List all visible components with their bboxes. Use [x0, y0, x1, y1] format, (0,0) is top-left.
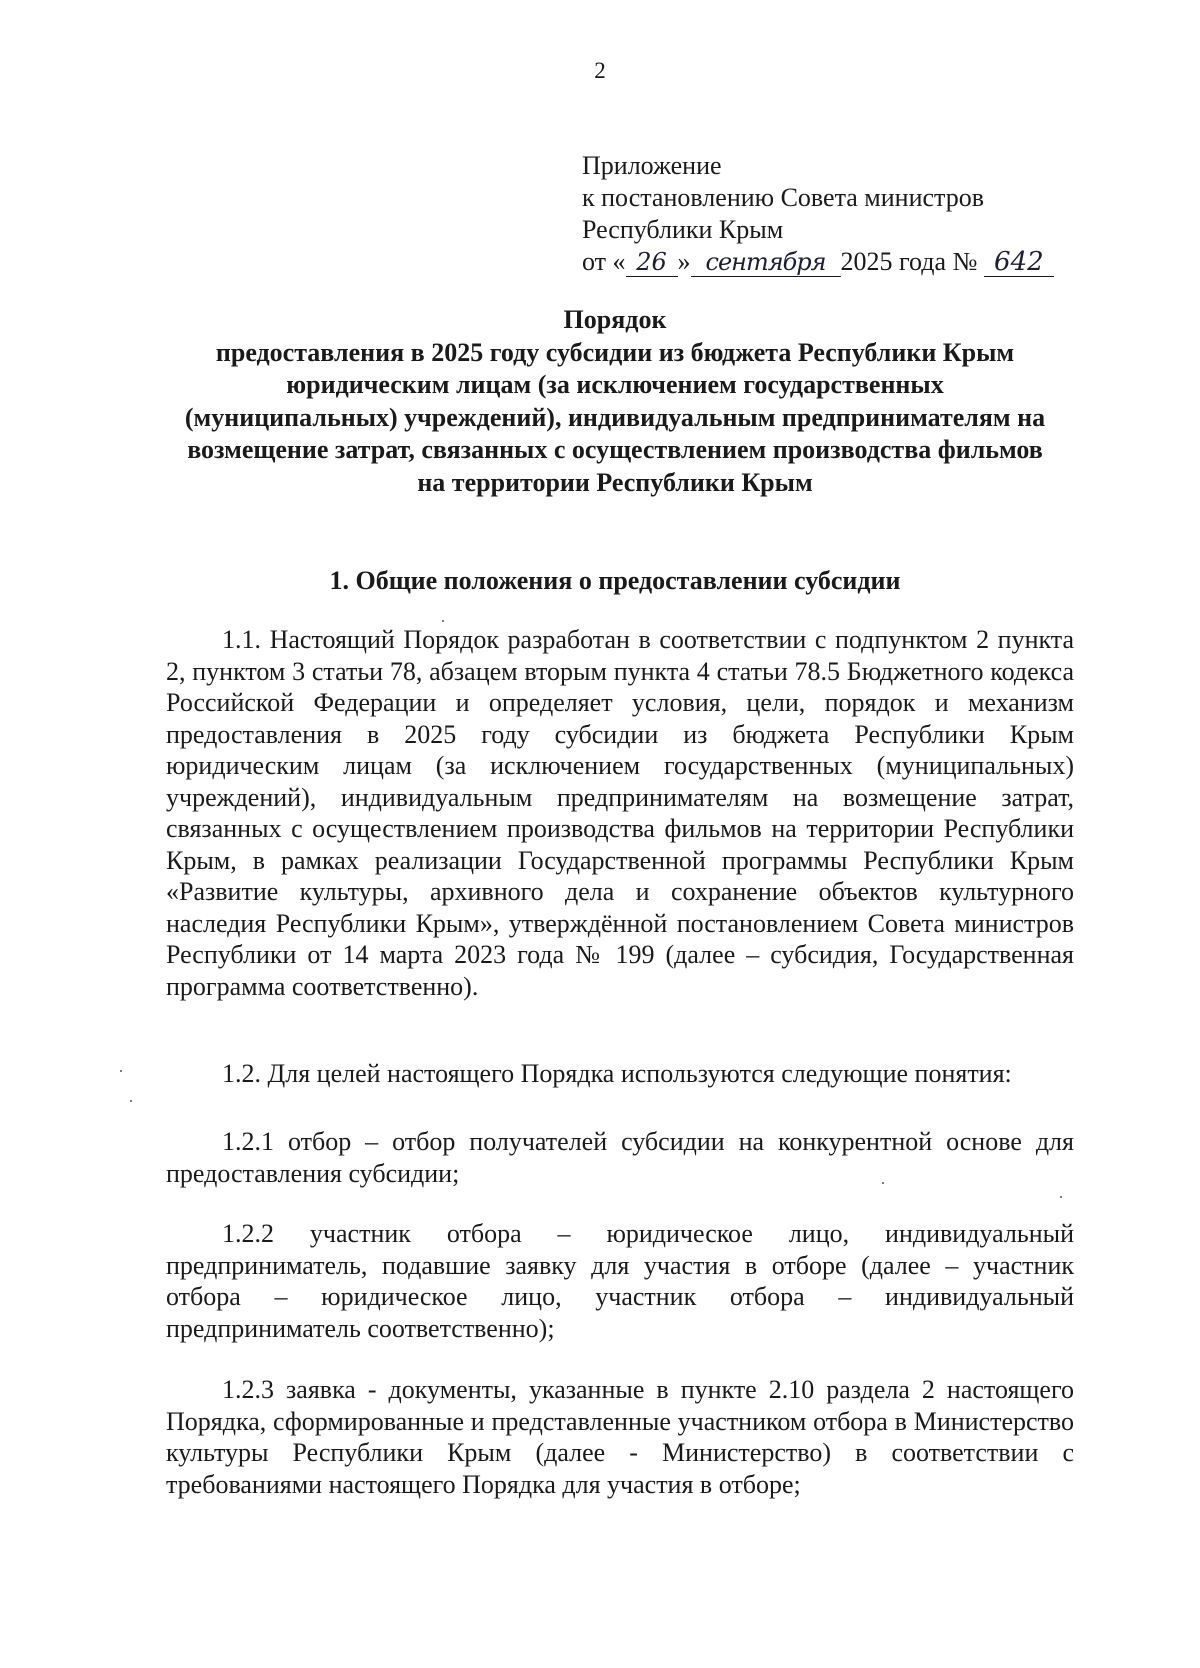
title-line-2: юридическим лицам (за исключением государственных	[286, 370, 944, 400]
date-close-quote: »	[677, 247, 691, 276]
scan-speck	[130, 1100, 132, 1102]
date-prefix: от «	[582, 247, 626, 276]
paragraph-1-2-2: 1.2.2 участник отбора – юридическое лицо, индивидуальный предприниматель, подавшие заявку для участия в отборе (далее – участник отбора – юридическое лицо, участник отбора – индивидуальный предприниматель соответственно);	[166, 1219, 1074, 1343]
scan-speck	[882, 1182, 884, 1184]
document-title	[150, 304, 1080, 500]
appendix-date-line	[582, 246, 1054, 278]
appendix-republic-line: Республики Крым	[582, 215, 784, 244]
title-line-3: (муниципальных) учреждений), индивидуальным предпринимателям на	[184, 402, 1046, 432]
paragraph-1-2-3: 1.2.3 заявка - документы, указанные в пункте 2.10 раздела 2 настоящего Порядка, сформированные и представленные участником отбора в Министерство культуры Республики Крым (далее - Министерство) в соответствии с требованиями настоящего Порядка для участия в отборе;	[166, 1375, 1074, 1499]
paragraph-1-2-1: 1.2.1 отбор – отбор получателей субсидии на конкурентной основе для предоставления субсидии;	[166, 1127, 1074, 1188]
paragraph-1-1: 1.1. Настоящий Порядок разработан в соответствии с подпунктом 2 пункта 2, пунктом 3 статьи 78, абзацем вторым пункта 4 статьи 78.5 Бюджетного кодекса Российской Федерации и определяет условия, цели, порядок и механизм предоставления в 2025 году субсидии из бюджета Республики Крым юридическим лицам (за исключением государственных (муниципальных) учреждений), индивидуальным предпринимателям на возмещение затрат, связанных с осуществлением производства фильмов на территории Республики Крым, в рамках реализации Государственной программы Республики Крым «Развитие культуры, архивного дела и сохранение объектов культурного наследия Республики Крым», утверждённой постановлением Совета министров Республики от 14 марта 2023 года № 199 (далее – субсидия, Государственная программа соответственно).	[166, 625, 1074, 1001]
section-heading: 1. Общие положения о предоставлении субсидии	[329, 566, 901, 595]
appendix-title: Приложение	[582, 151, 722, 180]
title-line-4: возмещение затрат, связанных с осуществлением производства фильмов	[187, 435, 1043, 465]
paragraph-1-2: 1.2. Для целей настоящего Порядка используются следующие понятия:	[222, 1059, 1012, 1088]
decree-number-handwritten: 642	[984, 248, 1054, 277]
date-year: 2025 года №	[840, 247, 978, 276]
scan-speck	[442, 620, 444, 622]
appendix-decree-line: к постановлению Совета министров	[582, 183, 984, 212]
title-line-5: на территории Республики Крым	[417, 467, 813, 497]
scan-speck	[120, 1070, 122, 1072]
title-line-1: предоставления в 2025 году субсидии из бюджета Республики Крым	[215, 337, 1015, 367]
date-month-handwritten: сентября	[691, 248, 841, 277]
date-day-handwritten: 26	[626, 248, 678, 277]
title-word: Порядок	[563, 305, 667, 334]
appendix-block	[582, 150, 1054, 278]
scan-speck	[1060, 1196, 1062, 1198]
page-number: 2	[594, 58, 606, 83]
